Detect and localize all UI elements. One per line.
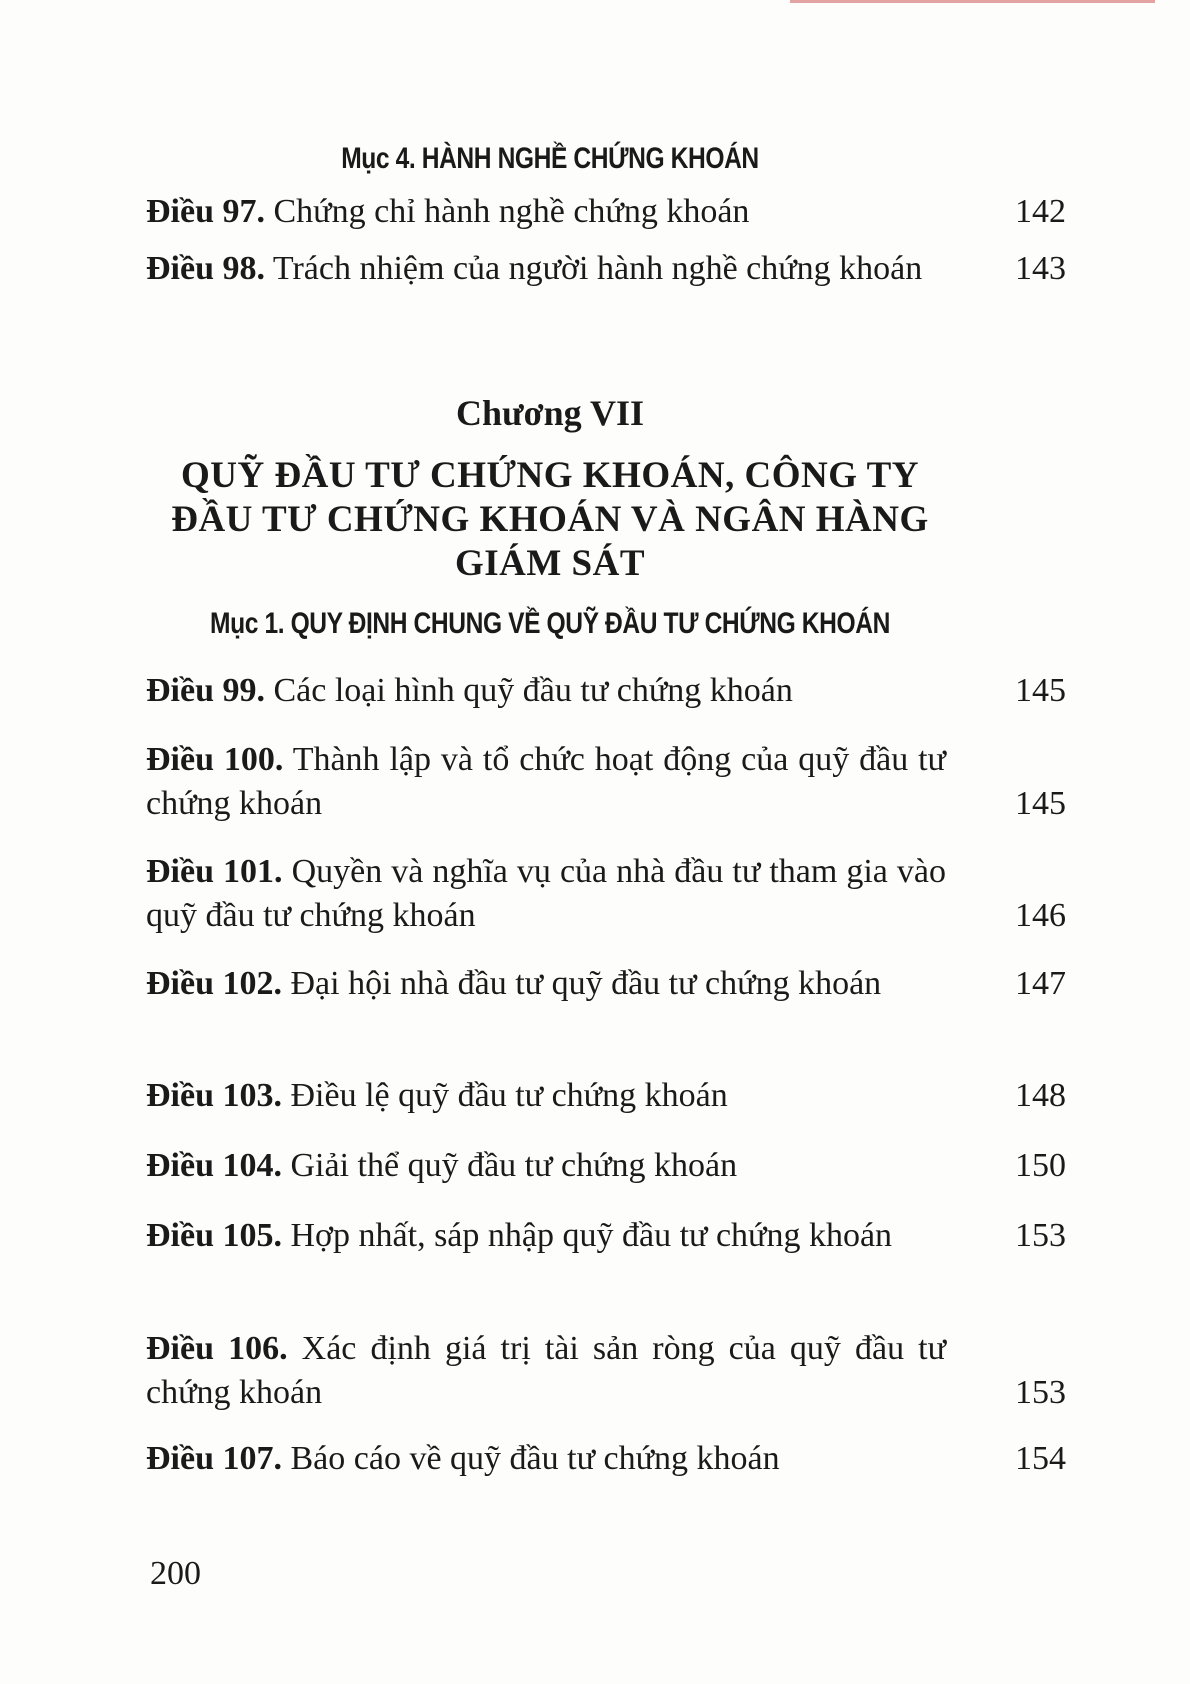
page-ref: 143 [1015, 250, 1066, 287]
page-ref: 153 [1015, 1217, 1066, 1254]
toc-entry-dieu-105 [146, 1214, 1066, 1258]
page-ref: 142 [1015, 193, 1066, 230]
article-title: Thành lập và tổ chức hoạt động của quỹ đầu tư chứng khoán [146, 741, 946, 822]
section-heading-muc-1: Mục 1. QUY ĐỊNH CHUNG VỀ QUỸ ĐẦU TƯ CHỨNG KHOÁN [210, 607, 890, 640]
page-ref: 148 [1015, 1077, 1066, 1114]
article-label: Điều 98. [146, 250, 265, 287]
page-edge-mark [790, 0, 1155, 3]
article-title: Các loại hình quỹ đầu tư chứng khoán [265, 672, 793, 709]
article-label: Điều 101. [146, 853, 283, 890]
chapter-title: QUỸ ĐẦU TƯ CHỨNG KHOÁN, CÔNG TY ĐẦU TƯ CHỨNG KHOÁN VÀ NGÂN HÀNG GIÁM SÁT [171, 455, 929, 584]
page-number: 200 [150, 1555, 201, 1592]
page-ref: 153 [1015, 1374, 1066, 1411]
toc-entry-dieu-98 [146, 247, 1066, 291]
toc-entry-dieu-97 [146, 190, 1066, 234]
article-title: Chứng chỉ hành nghề chứng khoán [265, 193, 750, 230]
toc-entry-dieu-104 [146, 1144, 1066, 1188]
section-heading-muc-4: Mục 4. HÀNH NGHỀ CHỨNG KHOÁN [341, 142, 759, 175]
article-label: Điều 105. [146, 1217, 282, 1254]
page-ref: 154 [1015, 1440, 1066, 1477]
article-title: Trách nhiệm của người hành nghề chứng khoán [265, 250, 923, 287]
toc-entry-dieu-103 [146, 1074, 1066, 1118]
toc-entry-dieu-100 [146, 738, 1066, 826]
toc-entry-dieu-102 [146, 962, 1066, 1006]
page-ref: 146 [1015, 897, 1066, 934]
article-label: Điều 97. [146, 193, 265, 230]
toc-entry-dieu-107 [146, 1437, 1066, 1481]
article-label: Điều 107. [146, 1440, 282, 1477]
article-title: Báo cáo về quỹ đầu tư chứng khoán [282, 1440, 780, 1477]
page-ref: 150 [1015, 1147, 1066, 1184]
article-title: Quyền và nghĩa vụ của nhà đầu tư tham gia vào quỹ đầu tư chứng khoán [146, 853, 946, 934]
article-title: Giải thể quỹ đầu tư chứng khoán [282, 1147, 738, 1184]
article-label: Điều 106. [146, 1330, 288, 1367]
toc-entry-dieu-101 [146, 850, 1066, 938]
article-label: Điều 99. [146, 672, 265, 709]
article-label: Điều 104. [146, 1147, 282, 1184]
page-ref: 147 [1015, 965, 1066, 1002]
article-title: Xác định giá trị tài sản ròng của quỹ đầu tư chứng khoán [146, 1330, 947, 1411]
page-ref: 145 [1015, 672, 1066, 709]
article-label: Điều 100. [146, 741, 284, 778]
article-title: Đại hội nhà đầu tư quỹ đầu tư chứng khoán [282, 965, 882, 1002]
article-label: Điều 102. [146, 965, 282, 1002]
article-title: Điều lệ quỹ đầu tư chứng khoán [282, 1077, 728, 1114]
article-label: Điều 103. [146, 1077, 282, 1114]
article-title: Hợp nhất, sáp nhập quỹ đầu tư chứng khoán [282, 1217, 893, 1254]
toc-entry-dieu-99 [146, 669, 1066, 713]
toc-entry-dieu-106 [146, 1327, 1066, 1415]
page-ref: 145 [1015, 785, 1066, 822]
chapter-label: Chương VII [456, 393, 644, 433]
